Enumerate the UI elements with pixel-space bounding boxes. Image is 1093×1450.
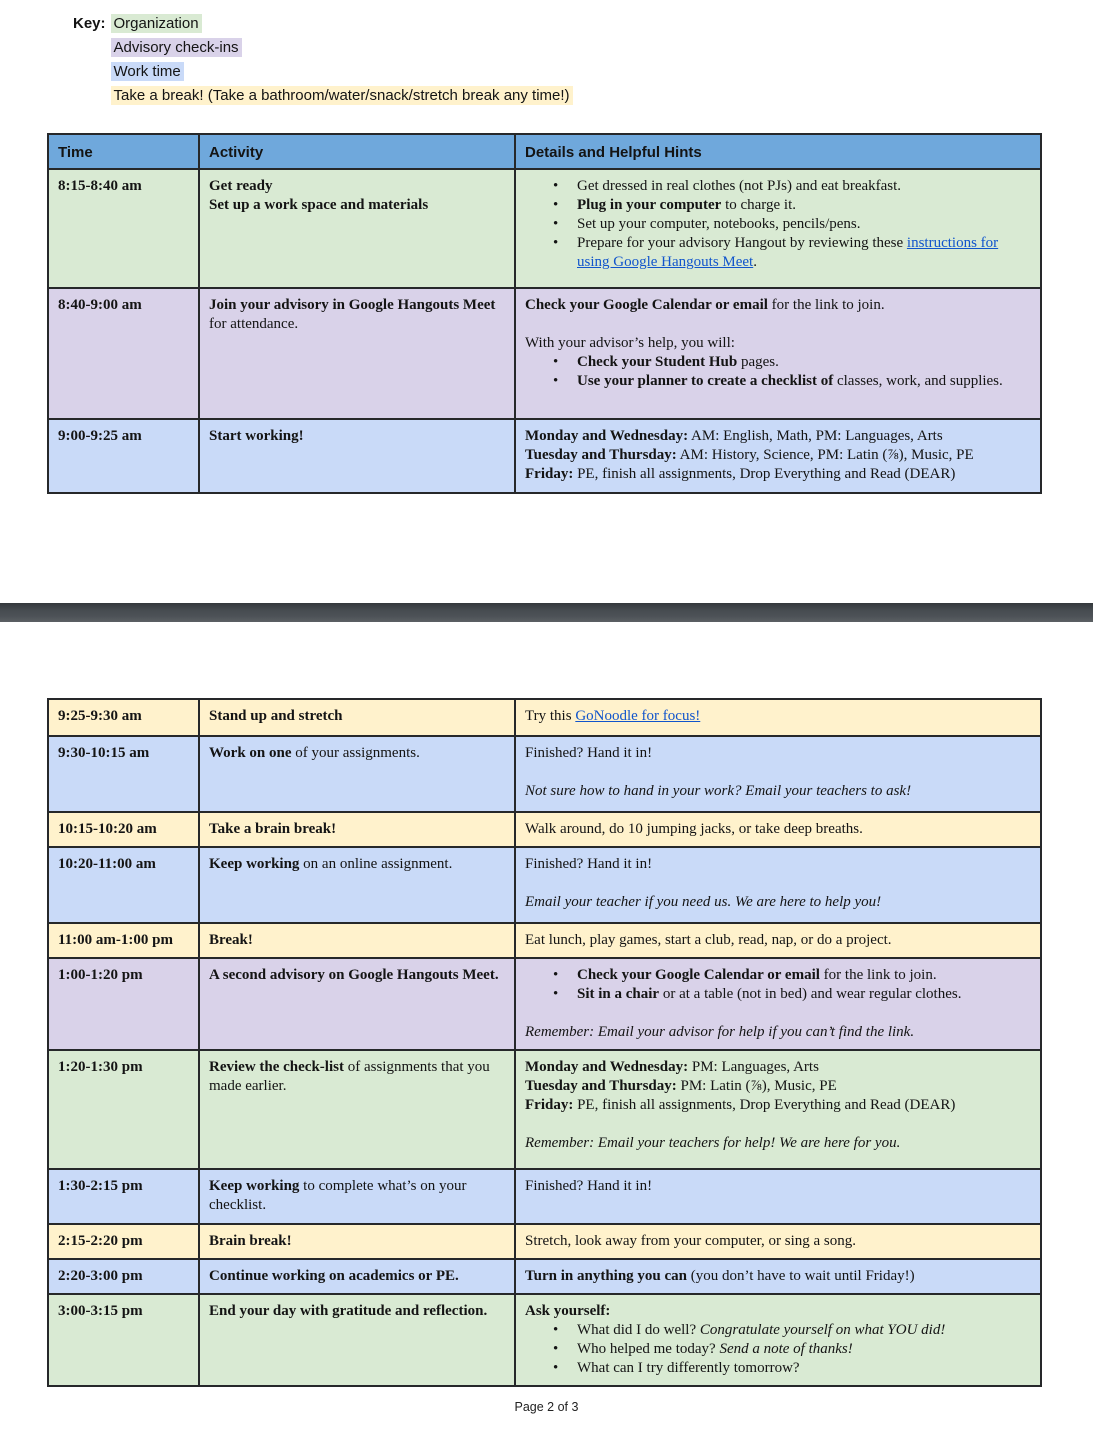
details-cell [514, 1295, 1040, 1385]
paragraph [525, 1177, 1032, 1196]
blank-line [525, 315, 1032, 334]
text-run: Start working! [209, 428, 304, 444]
bullet-text [577, 1321, 1032, 1340]
bullet-icon: • [553, 1322, 559, 1338]
text-run: Tuesday and Thursday: [525, 447, 677, 463]
key-items [111, 12, 573, 108]
bullet-icon: • [553, 986, 559, 1002]
details-cell [514, 289, 1040, 418]
text-run: or at a table (not in bed) and wear regular clothes. [659, 986, 962, 1002]
activity-cell [198, 420, 514, 492]
details-cell [514, 1051, 1040, 1168]
time-cell: 10:20-11:00 am [58, 856, 156, 872]
activity-cell [198, 1295, 514, 1385]
bullet-text [577, 215, 1032, 234]
time-cell: 8:40-9:00 am [58, 297, 142, 313]
paragraph [525, 1232, 1032, 1251]
blank-line [525, 1004, 1032, 1023]
key-item: Advisory check-ins [111, 38, 242, 57]
bullet-text [577, 966, 1032, 985]
time-cell: 9:25-9:30 am [58, 708, 142, 724]
key-item: Work time [111, 62, 184, 81]
details-cell [514, 1225, 1040, 1258]
paragraph [525, 427, 1032, 446]
column-header: Activity [198, 135, 514, 168]
details-cell [514, 813, 1040, 846]
activity-cell [198, 289, 514, 418]
text-run: for the link to join. [767, 297, 885, 313]
activity-cell [198, 813, 514, 846]
details-cell [514, 1170, 1040, 1223]
key-item: Take a break! (Take a bathroom/water/snack/stretch break any time!) [111, 86, 573, 105]
bullet-item [525, 985, 1032, 1004]
page-break-bar [0, 603, 1093, 622]
table-row [49, 1168, 1040, 1223]
paragraph [525, 1302, 1032, 1321]
table-row [49, 1223, 1040, 1258]
paragraph [525, 820, 1032, 839]
bullet-icon: • [553, 216, 559, 232]
time-cell: 1:00-1:20 pm [58, 967, 143, 983]
column-header: Time [58, 144, 93, 161]
bullet-item [525, 177, 1032, 196]
text-run: Break! [209, 932, 253, 948]
paragraph [525, 1096, 1032, 1115]
bullet-icon: • [553, 1360, 559, 1376]
table-row [49, 846, 1040, 922]
key-label: Key: [73, 15, 106, 32]
text-run: With your advisor’s help, you will: [525, 335, 735, 351]
text-run: Ask yourself: [525, 1303, 611, 1319]
paragraph [525, 446, 1032, 465]
color-key [0, 0, 1093, 108]
table-body-page1 [49, 170, 1040, 492]
text-run: Eat lunch, play games, start a club, read, nap, or do a project. [525, 932, 892, 948]
text-run: Set up your computer, notebooks, pencils/pens. [577, 216, 861, 232]
page1-bottom-margin [0, 494, 1093, 603]
activity-cell [198, 1051, 514, 1168]
text-run: Keep working [209, 1178, 300, 1194]
bullet-item [525, 1359, 1032, 1378]
bullet-item [525, 215, 1032, 234]
text-run: A second advisory on Google Hangouts Meet. [209, 967, 499, 983]
time-cell: 1:30-2:15 pm [58, 1178, 143, 1194]
text-run: pages. [737, 354, 779, 370]
table-row [49, 735, 1040, 811]
table-row [49, 418, 1040, 492]
details-cell [514, 848, 1040, 922]
text-run: AM: History, Science, PM: Latin (⅞), Music, PE [676, 447, 974, 463]
bullet-icon: • [553, 178, 559, 194]
text-run: Keep working [209, 856, 300, 872]
text-run: Review the check-list [209, 1059, 344, 1075]
details-cell [514, 1260, 1040, 1293]
time-cell: 9:30-10:15 am [58, 745, 150, 761]
bullet-icon: • [553, 967, 559, 983]
text-run: Stretch, look away from your computer, or sing a song. [525, 1233, 856, 1249]
text-run: to complete what’s on your checklist. [209, 1178, 467, 1213]
text-run: PE, finish all assignments, Drop Everything and Read (DEAR) [573, 1097, 956, 1113]
bullet-icon: • [553, 197, 559, 213]
text-run: Get dressed in real clothes (not PJs) and eat breakfast. [577, 178, 902, 194]
text-run: Monday and Wednesday: [525, 1059, 689, 1075]
text-run: Continue working on academics or PE. [209, 1268, 459, 1284]
text-run: Stand up and stretch [209, 708, 343, 724]
text-run: (you don’t have to wait until Friday!) [687, 1268, 915, 1284]
text-run: to charge it. [721, 197, 797, 213]
time-cell: 3:00-3:15 pm [58, 1303, 143, 1319]
text-run: Prepare for your advisory Hangout by reviewing these [577, 235, 907, 251]
text-run: Tuesday and Thursday: [525, 1078, 677, 1094]
table-row [49, 170, 1040, 287]
text-run: Walk around, do 10 jumping jacks, or take deep breaths. [525, 821, 863, 837]
time-cell: 8:15-8:40 am [58, 178, 142, 194]
paragraph [525, 1058, 1032, 1077]
page-number: Page 2 of 3 [514, 1400, 579, 1414]
bullet-item [525, 353, 1032, 372]
text-run: Plug in your computer [577, 197, 722, 213]
bullet-icon: • [553, 373, 559, 389]
paragraph [525, 893, 1032, 912]
text-run: Take a brain break! [209, 821, 337, 837]
table-row [49, 1293, 1040, 1385]
bullet-icon: • [553, 1341, 559, 1357]
text-run: Finished? Hand it in! [525, 1178, 653, 1194]
table-row [49, 811, 1040, 846]
bullet-item [525, 234, 1032, 272]
text-run: Who helped me today? [577, 1341, 720, 1357]
activity-cell [198, 1170, 514, 1223]
bullet-item [525, 1340, 1032, 1359]
blank-line [525, 1115, 1032, 1134]
activity-cell [198, 170, 514, 287]
time-cell: 2:15-2:20 pm [58, 1233, 143, 1249]
text-run: Brain break! [209, 1233, 292, 1249]
text-run: Sit in a chair [577, 986, 660, 1002]
paragraph [525, 465, 1032, 484]
text-run: End your day with gratitude and reflection. [209, 1303, 488, 1319]
activity-cell [198, 848, 514, 922]
text-run: Congratulate yourself on what YOU did! [699, 1322, 946, 1338]
text-run: Check your Google Calendar or email [577, 967, 820, 983]
paragraph [525, 1134, 1032, 1153]
text-run: Finished? Hand it in! [525, 745, 653, 761]
key-line [111, 60, 573, 84]
table-header-row [49, 135, 1040, 170]
text-run: AM: English, Math, PM: Languages, Arts [688, 428, 943, 444]
text-run: Email your teacher if you need us. We are here to help you! [525, 894, 882, 910]
bullet-text [577, 196, 1032, 215]
paragraph [525, 1077, 1032, 1096]
key-line [111, 12, 573, 36]
bullet-text [577, 372, 1032, 391]
time-cell: 9:00-9:25 am [58, 428, 142, 444]
paragraph [525, 1023, 1032, 1042]
activity-cell [198, 1225, 514, 1258]
details-cell [514, 924, 1040, 957]
text-run: Finished? Hand it in! [525, 856, 653, 872]
text-run: of assignments that you made earlier. [209, 1059, 490, 1094]
text-run: Join your advisory in Google Hangouts Meet [209, 297, 496, 313]
text-run: Use your planner to create a checklist of [577, 373, 834, 389]
text-run: Not sure how to hand in your work? Email your teachers to ask! [525, 783, 912, 799]
activity-cell [198, 1260, 514, 1293]
bullet-text [577, 1340, 1032, 1359]
paragraph [525, 707, 1032, 726]
hyperlink[interactable]: instructions for using Google Hangouts Meet [577, 235, 999, 270]
bullet-text [577, 985, 1032, 1004]
bullet-item [525, 196, 1032, 215]
bullet-icon: • [553, 235, 559, 251]
text-run: PM: Languages, Arts [688, 1059, 819, 1075]
table-row [49, 922, 1040, 957]
text-run: PM: Latin (⅞), Music, PE [676, 1078, 837, 1094]
text-run: Try this [525, 708, 576, 724]
key-line [111, 84, 573, 108]
table-row [49, 1258, 1040, 1293]
activity-cell [198, 959, 514, 1049]
bullet-text [577, 353, 1032, 372]
schedule-table-page2 [47, 698, 1042, 1387]
activity-cell [198, 700, 514, 735]
table-row [49, 700, 1040, 735]
schedule-table-page1 [47, 133, 1042, 494]
bullet-text [577, 234, 1032, 272]
blank-line [525, 763, 1032, 782]
text-run: Check your Google Calendar or email [525, 297, 768, 313]
text-run: Turn in anything you can [525, 1268, 688, 1284]
time-cell: 1:20-1:30 pm [58, 1059, 143, 1075]
blank-line [525, 874, 1032, 893]
activity-cell [198, 737, 514, 811]
text-run: Work on one [209, 745, 292, 761]
text-run: of your assignments. [291, 745, 420, 761]
paragraph [525, 855, 1032, 874]
text-run: Check your Student Hub [577, 354, 738, 370]
details-cell [514, 700, 1040, 735]
paragraph [525, 744, 1032, 763]
column-header: Details and Helpful Hints [514, 135, 1040, 168]
bullet-icon: • [553, 354, 559, 370]
text-run: Send a note of thanks! [719, 1341, 853, 1357]
text-run: classes, work, and supplies. [833, 373, 1003, 389]
text-run: Friday: [525, 1097, 574, 1113]
text-run: Remember: Email your advisor for help if you can’t find the link. [525, 1024, 915, 1040]
table-row [49, 957, 1040, 1049]
key-line [111, 36, 573, 60]
time-cell: 11:00 am-1:00 pm [58, 932, 173, 948]
details-cell [514, 737, 1040, 811]
bullet-text [577, 1359, 1032, 1378]
bullet-item [525, 372, 1032, 391]
text-run: for attendance. [209, 316, 299, 332]
bullet-item [525, 1321, 1032, 1340]
time-cell: 10:15-10:20 am [58, 821, 157, 837]
key-item: Organization [111, 14, 202, 33]
table-row [49, 287, 1040, 418]
text-run: PE, finish all assignments, Drop Everything and Read (DEAR) [573, 466, 956, 482]
text-run: Monday and Wednesday: [525, 428, 689, 444]
text-run: Set up a work space and materials [209, 197, 429, 213]
paragraph [525, 334, 1032, 353]
hyperlink[interactable]: GoNoodle for focus! [575, 708, 701, 724]
time-cell: 2:20-3:00 pm [58, 1268, 143, 1284]
bullet-text [577, 177, 1032, 196]
text-run: . [753, 254, 757, 270]
paragraph [525, 296, 1032, 315]
paragraph [525, 782, 1032, 801]
details-cell [514, 170, 1040, 287]
text-run: on an online assignment. [299, 856, 453, 872]
table-row [49, 1049, 1040, 1168]
text-run: Get ready [209, 178, 273, 194]
text-run: What did I do well? [577, 1322, 700, 1338]
paragraph [525, 931, 1032, 950]
text-run: Friday: [525, 466, 574, 482]
table-body-page2 [49, 700, 1040, 1385]
paragraph [525, 1267, 1032, 1286]
bullet-item [525, 966, 1032, 985]
page2-top-margin [0, 622, 1093, 698]
text-run: What can I try differently tomorrow? [577, 1360, 800, 1376]
details-cell [514, 420, 1040, 492]
details-cell [514, 959, 1040, 1049]
text-run: Remember: Email your teachers for help! We are here for you. [525, 1135, 901, 1151]
text-run: for the link to join. [819, 967, 937, 983]
activity-cell [198, 924, 514, 957]
